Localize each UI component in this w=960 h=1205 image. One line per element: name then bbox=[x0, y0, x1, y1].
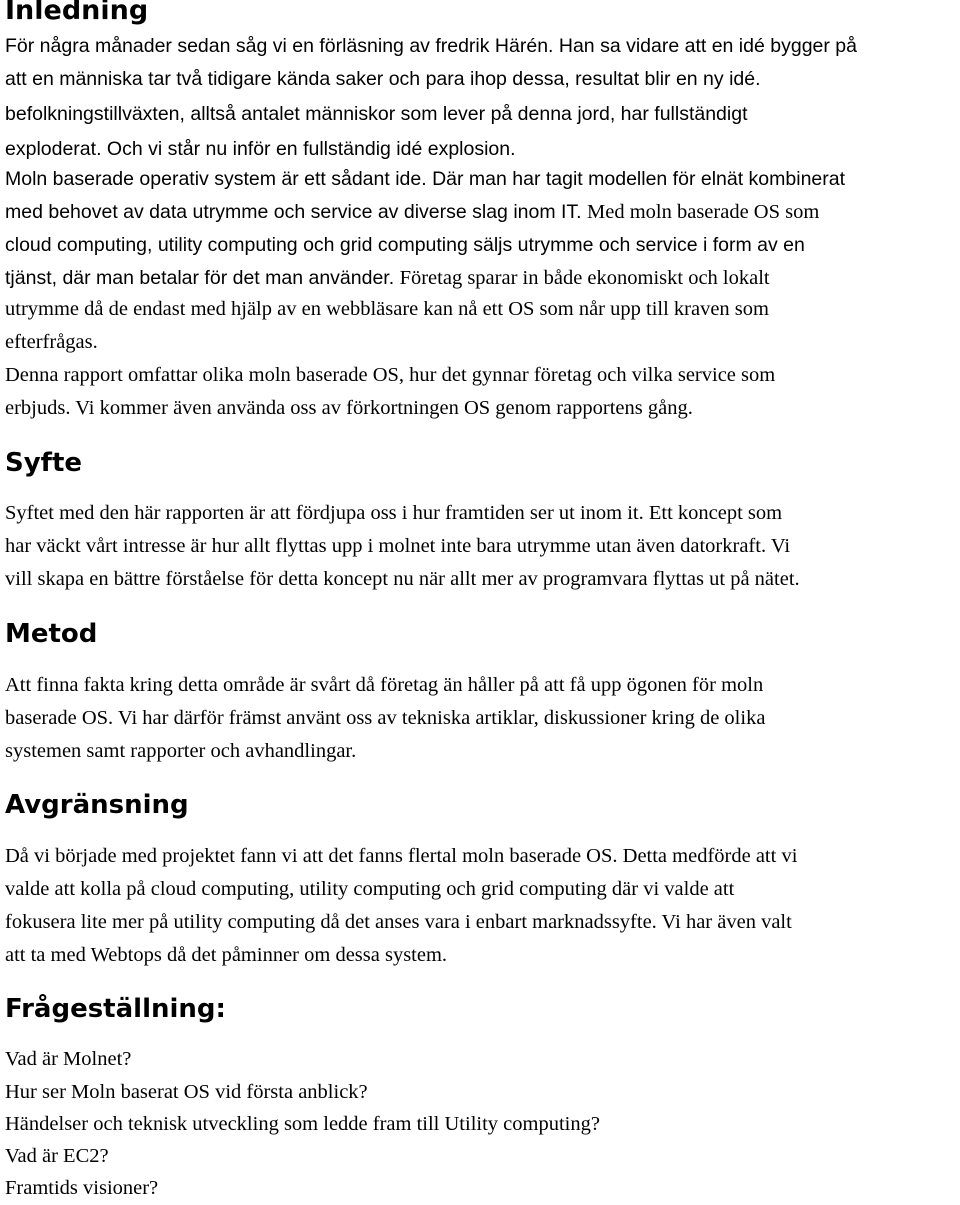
heading-metod: Metod bbox=[5, 619, 98, 649]
list-item: Hur ser Moln baserat OS vid första anblick? bbox=[5, 1081, 368, 1103]
list-item: Framtids visioner? bbox=[5, 1177, 159, 1199]
paragraph-line: utrymme då de endast med hjälp av en webbläsare kan nå ett OS som når upp till kraven som bbox=[5, 298, 769, 320]
paragraph-line: har väckt vårt intresse är hur allt flyttas upp i molnet inte bara utrymme utan även datorkraft. Vi bbox=[5, 535, 791, 557]
paragraph-line: baserade OS. Vi har därför främst använt oss av tekniska artiklar, diskussioner kring de olika bbox=[5, 707, 766, 729]
paragraph-line: erbjuds. Vi kommer även använda oss av förkortningen OS genom rapportens gång. bbox=[5, 397, 693, 419]
heading-avgransning: Avgränsning bbox=[5, 790, 189, 820]
paragraph-line bbox=[5, 163, 845, 196]
paragraph-line: systemen samt rapporter och avhandlingar. bbox=[5, 740, 357, 762]
paragraph-line: valde att kolla på cloud computing, utility computing och grid computing där vi valde att bbox=[5, 878, 735, 900]
list-item: Händelser och teknisk utveckling som ledde fram till Utility computing? bbox=[5, 1113, 600, 1135]
paragraph-line: befolkningstillväxten, alltså antalet människor som lever på denna jord, har fullständigt bbox=[5, 103, 748, 125]
paragraph-line: Då vi började med projektet fann vi att det fanns flertal moln baserade OS. Detta medförde att vi bbox=[5, 845, 798, 867]
paragraph-segment: Företag sparar in både ekonomiskt och lokalt bbox=[399, 267, 770, 289]
paragraph-line: Syftet med den här rapporten är att fördjupa oss i hur framtiden ser ut inom it. Ett koncept som bbox=[5, 502, 783, 524]
paragraph-segment: tjänst, där man betalar för det man använder. bbox=[5, 267, 395, 289]
paragraph-line bbox=[5, 196, 819, 229]
heading-syfte: Syfte bbox=[5, 448, 83, 478]
list-item: Vad är Molnet? bbox=[5, 1048, 132, 1070]
paragraph-line: fokusera lite mer på utility computing då det anses vara i enbart marknadssyfte. Vi har även valt bbox=[5, 911, 792, 933]
paragraph-line: att ta med Webtops då det påminner om dessa system. bbox=[5, 944, 448, 966]
paragraph-line: För några månader sedan såg vi en förläsning av fredrik Härén. Han sa vidare att en idé bygger på bbox=[5, 35, 857, 57]
paragraph-line: exploderat. Och vi står nu inför en fullständig idé explosion. bbox=[5, 138, 516, 160]
paragraph-segment: Där man har tagit modellen för elnät kombinerat bbox=[432, 168, 846, 190]
paragraph-line: Denna rapport omfattar olika moln baserade OS, hur det gynnar företag och vilka service som bbox=[5, 364, 776, 386]
heading-inledning: Inledning bbox=[5, 0, 149, 26]
paragraph-line: att en människa tar två tidigare kända saker och para ihop dessa, resultat blir en ny idé. bbox=[5, 68, 761, 90]
paragraph-line bbox=[5, 262, 770, 295]
heading-fragestallning: Frågeställning: bbox=[5, 994, 226, 1024]
paragraph-line: Att finna fakta kring detta område är svårt då företag än håller på att få upp ögonen för moln bbox=[5, 674, 764, 696]
paragraph-line: cloud computing, utility computing och grid computing säljs utrymme och service i form av en bbox=[5, 234, 805, 256]
paragraph-line: efterfrågas. bbox=[5, 331, 98, 353]
paragraph-segment: Moln baserade operativ system är ett sådant ide. bbox=[5, 168, 427, 190]
paragraph-line: vill skapa en bättre förståelse för detta koncept nu när allt mer av programvara flyttas ut på nätet. bbox=[5, 568, 800, 590]
paragraph-segment: med behovet av data utrymme och service av diverse slag inom IT. bbox=[5, 201, 582, 223]
list-item: Vad är EC2? bbox=[5, 1145, 109, 1167]
paragraph-segment: Med moln baserade OS som bbox=[587, 201, 820, 223]
